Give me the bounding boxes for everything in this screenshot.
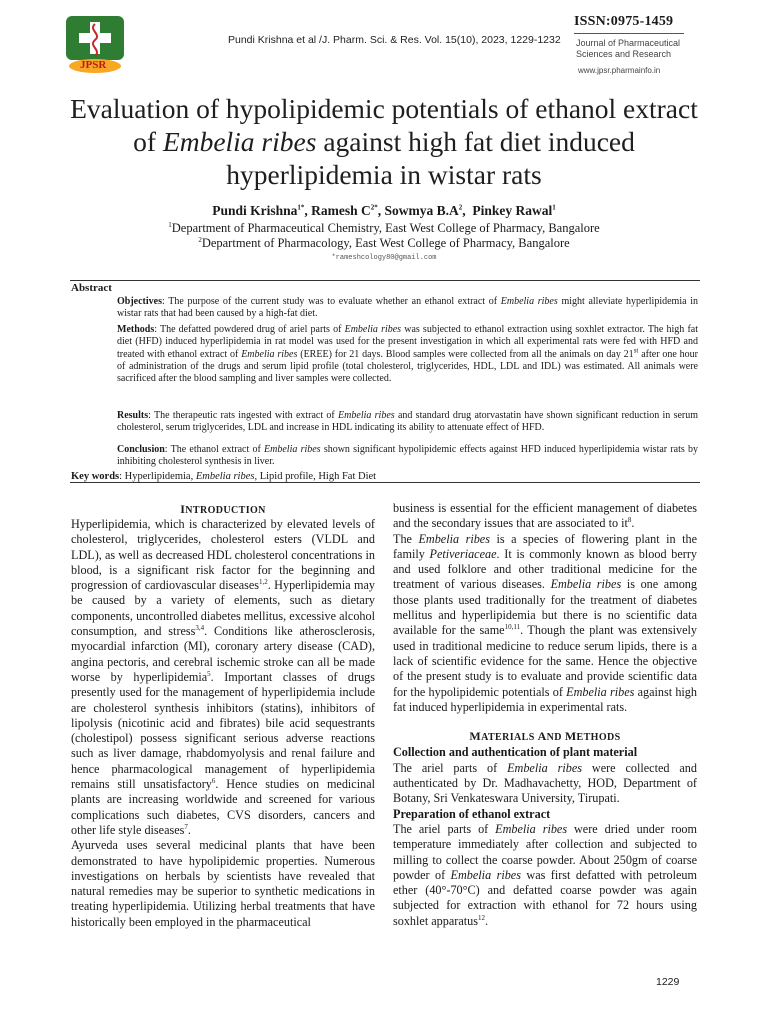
intro-paragraph-2: Ayurveda uses several medicinal plants that have been demonstrated to have hypolipidemic properties. Numerous investigations on herbals by scientists have revealed that natural remedies may be superior to synthetic medications in treating hyperlipidemia. Utilizing herbal treatments that have historically been employed in the pharmaceutical (71, 838, 375, 929)
species-name: Embelia ribes (195, 471, 255, 482)
abstract-heading: Abstract (71, 282, 112, 294)
species-name: Embelia ribes (418, 531, 490, 546)
citation: 12 (477, 913, 485, 922)
abstract-bottom-rule (70, 482, 700, 483)
species-name: Embelia ribes (566, 684, 635, 699)
article-title (70, 92, 698, 191)
species-name: Embelia ribes (550, 577, 622, 592)
citation: 5 (207, 669, 211, 678)
affiliation-sup: 1 (168, 220, 172, 229)
text-run: . Important classes of drugs presently used for the management of hyperlipidemia include are cholesterol synthesis inhibitors (statins), inhibitors of lipolysis (nicotinic acid and fibrates) bile acid sequestrants (cholestipol) possess significant serious adverse reactions such as liver damage, rhabdomyolysis and renal failure and hence pharmacological management of hyperlipidemia remains still unsatisfactory (71, 669, 375, 792)
text-run: is one among those plants used traditionally for the treatment of diabetes mellitus and hyperlipidemia but there is no scientific data available for the same (393, 577, 697, 638)
citation: 8 (627, 516, 632, 525)
text-run: : The ethanol extract of (164, 444, 265, 455)
methods-label: Methods (117, 324, 155, 335)
text-run: . Though the plant was extensively used in traditional medicine to reduce serum lipids, there is a lack of scientific evidence for the same. Hence the objective of the present study is to evaluate and provide scientific data for the hypolipidemic potentials of (393, 623, 697, 699)
affiliation-text: Department of Pharmaceutical Chemistry, East West College of Pharmacy, Bangalore (171, 221, 600, 235)
abstract-methods (117, 324, 698, 385)
objectives-label: Objectives (117, 296, 162, 307)
text-run: might alleviate hyperlipidemia in wistar rats that had been caused by a high-fat diet. (117, 296, 698, 320)
text-run: shown significant hypolipidemic effects against HFD induced hyperlipidemia wistar rats by inhibiting cholesterol synthesis in liver. (117, 444, 698, 468)
heading-initial: I (180, 502, 186, 516)
text-run: : The therapeutic rats ingested with extract of (148, 410, 339, 421)
citation: 1,2 (259, 578, 268, 587)
conclusion-label: Conclusion (117, 444, 165, 455)
keywords (71, 471, 376, 482)
heading-rest: NTRODUCTION (185, 505, 266, 516)
species-name: Embelia ribes (450, 867, 521, 882)
text-run: . Hyperlipidemia may be caused by a variety of elements, such as dietary components, uncontrolled diabetes mellitus, excessive alcohol consumption, and stress (71, 578, 375, 639)
journal-logo (62, 14, 128, 74)
abstract-top-rule (70, 280, 700, 281)
intro-paragraph-3 (393, 501, 697, 532)
intro-paragraph-1 (71, 517, 375, 838)
text-run: Hyperlipidemia, which is characterized by elevated levels of cholesterol, triglycerides, cholesterol esters (VLDL and LDL), as well as decreased HDL cholesterol concentrations in blood, is a significant risk factor for the beginning and progression of cardiovascular diseases (71, 517, 375, 593)
text-run: . Conditions like atherosclerosis, myocardial infarction (MI), coronary artery disease (CAD), angina pectoris, and cerebral ischemic stroke can all be made worse by hyperlipidemia (71, 624, 375, 684)
journal-name-line2: Sciences and Research (576, 49, 672, 59)
text-run: and standard drug atorvastatin have shown significant reduction in serum cholesterol, serum triglycerides, LDL and increase in HDL indicating its ability to attenuate effect of HFD. (117, 410, 699, 434)
abstract-results (117, 410, 698, 435)
text-run: is a species of flowering plant in the family (393, 531, 697, 561)
author-sup: 2 (458, 203, 463, 212)
family-name: Petiveriaceae (429, 546, 497, 561)
text-run: , Lipid profile, High Fat Diet (254, 471, 377, 482)
author: Pundi Krishna (212, 203, 298, 218)
text-run: was first defatted with petroleum ether (40°-70°C) and defatted coarse powder was again subjected for extraction with ethanol for 72 hours using soxhlet apparatus (393, 867, 697, 928)
text-run: business is essential for the efficient management of diabetes and the secondary issues that are associated to it (393, 501, 697, 531)
citation: 3,4 (195, 624, 205, 633)
title-part1: Evaluation of hypolipidemic potentials of ethanol extract of (70, 93, 698, 157)
subheading-collection: Collection and authentication of plant material (393, 745, 638, 760)
text-run: after one hour of administration of the drugs and serum lipid profile (total cholesterol, triglycerides, HDL, LDL and IDL) was estimated. All animals were sacrificed after the blood sampling and liver samples were collected. (117, 348, 698, 385)
species-name: Embelia ribes (507, 760, 582, 775)
text-run: . (631, 516, 635, 531)
journal-name (576, 38, 696, 60)
species-name: Embelia ribes (241, 348, 298, 360)
introduction-heading (71, 502, 375, 517)
running-head: Pundi Krishna et al /J. Pharm. Sci. & Res. Vol. 15(10), 2023, 1229-1232 (228, 34, 561, 46)
author: Ramesh C (311, 203, 371, 218)
methods-paragraph-2 (393, 822, 697, 929)
text-run: : The defatted powdered drug of ariel parts of (154, 324, 345, 335)
author-sup: 2* (370, 203, 378, 212)
text-run: (EREE) for 21 days. Blood samples were collected from all the animals on day 21 (297, 348, 634, 360)
corresponding-email[interactable]: *rameshcology80@gmail.com (331, 254, 437, 262)
author-list: Pundi Krishna$^{1*}$, Ramesh $C^{2*}$, Sowmya $B.A^2$, Pinkey Rawal$^1$ (212, 203, 556, 218)
keywords-label: Key words (71, 471, 120, 482)
species-name: Embelia ribes (338, 410, 395, 421)
text-run: was subjected to ethanol extraction using soxhlet extractor. The high fat diet (HFD) induced hyperlipidemia in rat model was used for the present investigation in which all experimental rats were fed with HFD and treated with ethanol extract of (117, 324, 699, 360)
citation: 10,11 (504, 623, 521, 632)
subheading-extract: Preparation of ethanol extract (393, 806, 551, 821)
text-run: were dried under room temperature immediately after collection and subjected to milling to collect the coarse powder. About 250gm of coarse powder of (393, 821, 697, 882)
abstract-conclusion (117, 444, 698, 469)
issn: ISSN:0975-1459 (574, 14, 674, 29)
author-sup: 1 (552, 203, 556, 212)
heading-initial: M (469, 729, 482, 744)
journal-url[interactable]: www.jpsr.pharmainfo.in (578, 66, 661, 75)
species-name: Embelia ribes (495, 821, 568, 836)
issn-divider (574, 33, 684, 34)
heading-initial: A (537, 729, 547, 744)
author: Sowmya B.A (384, 203, 459, 218)
text-run: The (393, 531, 419, 546)
text-run: . (484, 913, 488, 928)
left-column (71, 517, 375, 930)
heading-initial: M (564, 729, 577, 744)
title-part2: against high fat diet induced hyperlipidemia in wistar rats (226, 126, 635, 190)
right-column (393, 501, 697, 929)
text-run: were collected and authenticated by Dr. Madhavachetty, HOD, Department of Botany, Sri Venkateswara University, Tirupati. (393, 760, 697, 806)
heading-rest: ETHODS (576, 732, 621, 744)
species-name: Embelia ribes (500, 296, 558, 307)
affiliation-sup: 2 (198, 235, 202, 244)
materials-methods-heading (393, 729, 697, 745)
affiliation-text: Department of Pharmacology, East West College of Pharmacy, Bangalore (201, 236, 570, 250)
results-label: Results (117, 410, 149, 421)
affiliation-1 (70, 221, 698, 236)
affiliation-2 (70, 236, 698, 251)
logo-text: JPSR (80, 59, 107, 71)
abstract-objectives (117, 296, 698, 321)
heading-rest: ND (546, 732, 565, 744)
author: Pinkey Rawal (472, 203, 553, 218)
page-number: 1229 (656, 976, 680, 988)
text-run: . Hence studies on medicinal plants are increasing worldwide and screened for various complications such diabetes, CVS disorders, cancers and other life style diseases (71, 777, 375, 837)
citation: 7 (184, 822, 188, 831)
species-name: Embelia ribes (264, 444, 321, 455)
text-run: against high fat induced hyperlipidemia in experimental rats. (393, 684, 697, 714)
text-run: . (187, 822, 191, 837)
spacer (393, 715, 697, 729)
species-name: Embelia ribes (344, 324, 402, 335)
text-run: . It is commonly known as blood berry and used folklore and other traditional medicine for the treatment of various diseases. (393, 546, 697, 592)
title-species: Embelia ribes (162, 126, 317, 157)
ordinal-sup: st (633, 346, 639, 355)
text-run: The ariel parts of (393, 760, 508, 775)
text-run: : Hyperlipidemia, (119, 471, 196, 482)
text-run: : The purpose of the current study was to evaluate whether an ethanol extract of (162, 296, 501, 307)
citation: 6 (211, 776, 216, 785)
journal-name-line1: Journal of Pharmaceutical (576, 38, 681, 48)
text-run: The ariel parts of (393, 821, 496, 836)
author-sup: 1* (297, 203, 305, 212)
methods-paragraph-1 (393, 761, 697, 807)
intro-paragraph-4 (393, 532, 697, 716)
heading-rest: ATERIALS (481, 732, 538, 744)
